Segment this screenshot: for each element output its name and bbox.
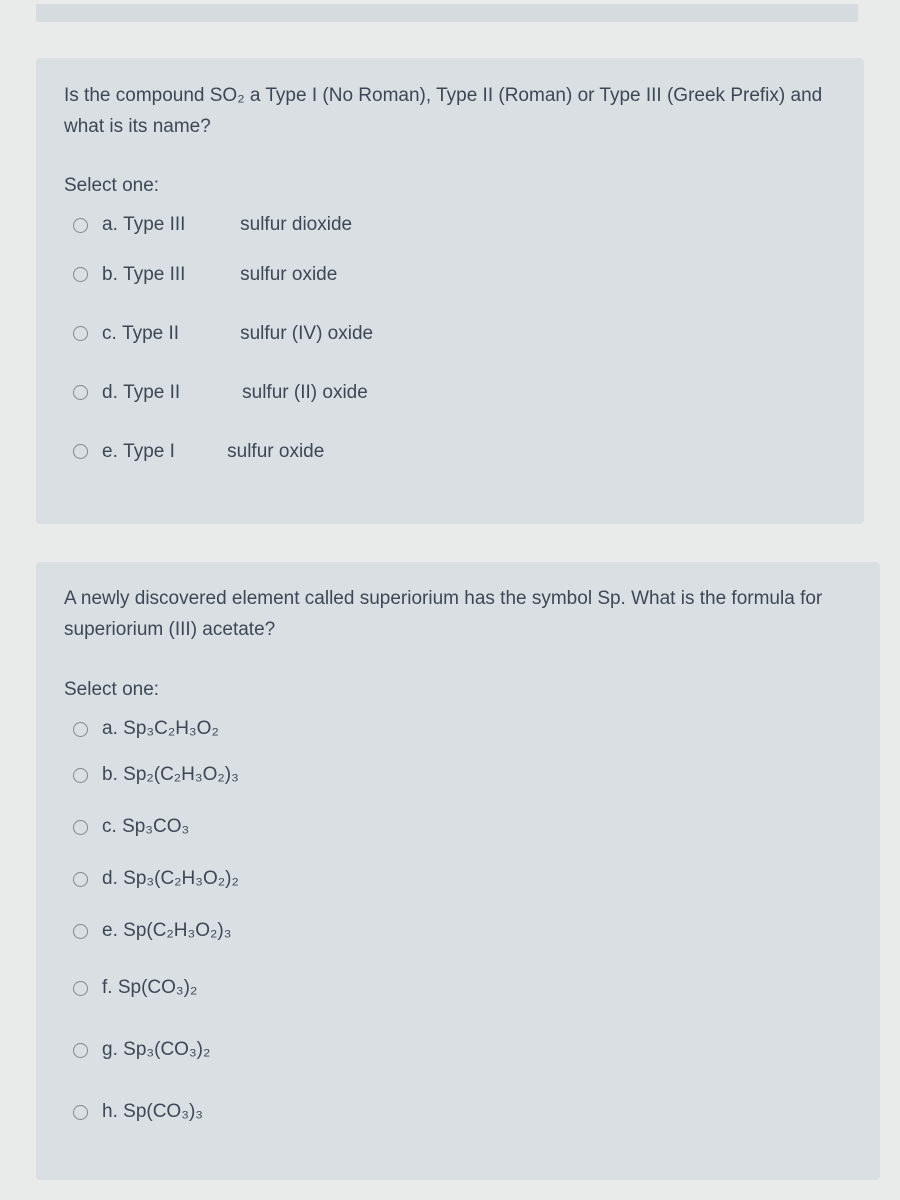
option-answer: sulfur (IV) oxide <box>240 322 374 344</box>
option-letter: b. <box>102 263 118 285</box>
option-b[interactable] <box>73 749 852 801</box>
option-b[interactable] <box>73 245 836 304</box>
radio-button[interactable] <box>73 722 88 737</box>
question-text: A newly discovered element called superiorium has the symbol Sp. What is the formula for superiorium (III) acetate? <box>64 588 823 640</box>
option-answer: sulfur oxide <box>227 440 325 462</box>
option-answer: sulfur oxide <box>240 263 338 285</box>
option-formula: Sp₃C₂H₃O₂ <box>123 718 219 739</box>
select-one-label: Select one: <box>64 175 160 196</box>
option-letter: d. <box>102 381 118 403</box>
option-letter: g. <box>102 1039 118 1060</box>
option-g[interactable] <box>73 1019 852 1081</box>
option-d[interactable] <box>73 363 836 422</box>
option-a[interactable] <box>73 709 852 749</box>
radio-button[interactable] <box>73 218 88 233</box>
option-letter: a. <box>102 718 118 739</box>
option-letter: f. <box>102 977 113 998</box>
radio-button[interactable] <box>73 1105 88 1120</box>
option-letter: e. <box>102 440 118 462</box>
option-letter: c. <box>102 322 117 344</box>
option-letter: e. <box>102 920 118 941</box>
option-c[interactable] <box>73 304 836 363</box>
radio-button[interactable] <box>73 385 88 400</box>
option-formula: Sp(C₂H₃O₂)₃ <box>123 920 232 941</box>
option-formula: Sp₃(CO₃)₂ <box>123 1039 211 1060</box>
option-a[interactable] <box>73 205 836 245</box>
radio-button[interactable] <box>73 872 88 887</box>
question-card-1 <box>36 58 864 524</box>
option-e[interactable] <box>73 422 836 481</box>
option-letter: b. <box>102 764 118 785</box>
radio-button[interactable] <box>73 444 88 459</box>
option-letter: a. <box>102 214 118 235</box>
radio-button[interactable] <box>73 326 88 341</box>
option-f[interactable] <box>73 957 852 1019</box>
option-formula: Sp(CO₃)₃ <box>123 1101 204 1122</box>
question-text: Is the compound SO₂ a Type I (No Roman), Type II (Roman) or Type III (Greek Prefix) and what is its name? <box>64 85 823 137</box>
radio-button[interactable] <box>73 267 88 282</box>
option-h[interactable] <box>73 1081 852 1143</box>
option-letter: d. <box>102 868 118 889</box>
select-one-label: Select one: <box>64 679 160 700</box>
radio-button[interactable] <box>73 820 88 835</box>
radio-button[interactable] <box>73 981 88 996</box>
radio-button[interactable] <box>73 768 88 783</box>
option-type: Type III <box>123 263 186 285</box>
option-type: Type II <box>123 381 181 403</box>
option-answer: sulfur (II) oxide <box>242 381 368 403</box>
question-card-2 <box>36 562 880 1180</box>
option-c[interactable] <box>73 801 852 853</box>
top-strip <box>36 4 858 22</box>
option-e[interactable] <box>73 905 852 957</box>
option-letter: h. <box>102 1101 118 1122</box>
option-letter: c. <box>102 816 117 837</box>
option-answer: sulfur dioxide <box>240 214 353 235</box>
options-list <box>64 205 836 481</box>
option-formula: Sp₃(C₂H₃O₂)₂ <box>123 868 239 889</box>
radio-button[interactable] <box>73 924 88 939</box>
options-list <box>64 709 852 1143</box>
option-formula: Sp₃CO₃ <box>122 816 190 837</box>
option-formula: Sp(CO₃)₂ <box>117 977 198 998</box>
option-type: Type II <box>122 322 180 344</box>
option-d[interactable] <box>73 853 852 905</box>
option-type: Type III <box>123 214 186 235</box>
option-type: Type I <box>123 440 175 462</box>
radio-button[interactable] <box>73 1043 88 1058</box>
option-formula: Sp₂(C₂H₃O₂)₃ <box>123 764 239 785</box>
